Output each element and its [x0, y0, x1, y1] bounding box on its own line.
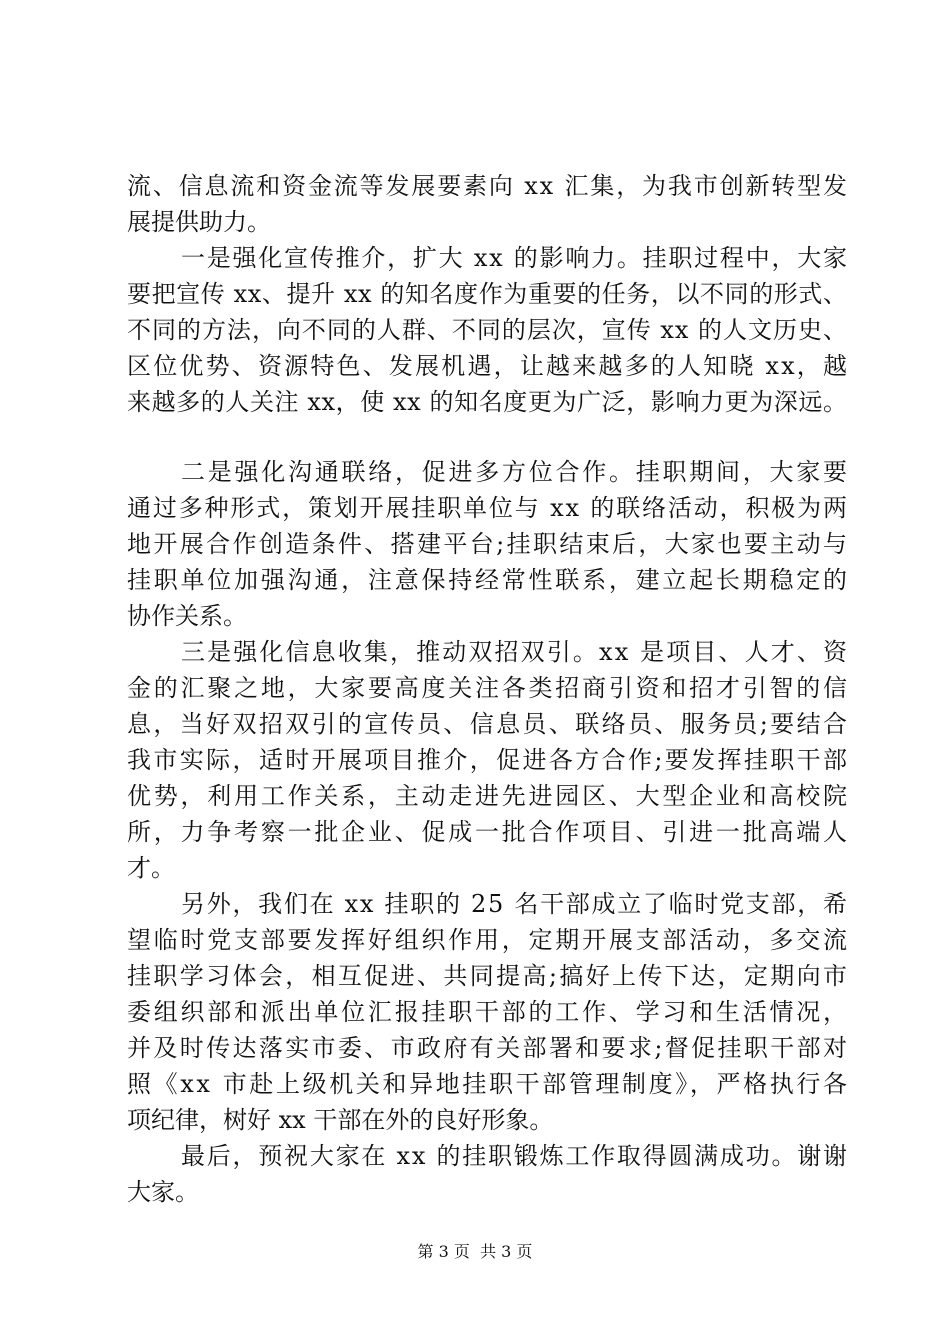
- text-line: 挂职学习体会，相互促进、共同提高;搞好上传下达，定期向市: [127, 962, 850, 990]
- text-line: 协作关系。: [127, 602, 247, 630]
- text-line: 另外，我们在 xx 挂职的 25 名干部成立了临时党支部，希: [181, 890, 849, 918]
- text-line: 金的汇聚之地，大家要高度关注各类招商引资和招才引智的信: [127, 674, 850, 702]
- text-line: 所，力争考察一批企业、促成一批合作项目、引进一批高端人: [127, 818, 850, 846]
- text-line: 优势，利用工作关系，主动走进先进园区、大型企业和高校院: [127, 782, 850, 810]
- text-line: 大家。: [127, 1178, 199, 1206]
- text-line: 要把宣传 xx、提升 xx 的知名度作为重要的任务，以不同的形式、: [127, 280, 848, 308]
- text-line: 最后，预祝大家在 xx 的挂职锻炼工作取得圆满成功。谢谢: [181, 1142, 849, 1170]
- text-line: 才。: [127, 854, 175, 882]
- text-line: 区位优势、资源特色、发展机遇，让越来越多的人知晓 xx，越: [127, 352, 850, 380]
- text-line: 不同的方法，向不同的人群、不同的层次，宣传 xx 的人文历史、: [127, 316, 848, 344]
- text-line: 照《xx 市赴上级机关和异地挂职干部管理制度》，严格执行各: [127, 1070, 850, 1098]
- text-line: 二是强化沟通联络，促进多方位合作。挂职期间，大家要: [181, 458, 850, 486]
- text-line: 息，当好双招双引的宣传员、信息员、联络员、服务员;要结合: [127, 710, 850, 738]
- text-line: 流、信息流和资金流等发展要素向 xx 汇集，为我市创新转型发: [127, 172, 849, 200]
- text-line: 通过多种形式，策划开展挂职单位与 xx 的联络活动，积极为两: [127, 494, 849, 522]
- text-line: 项纪律，树好 xx 干部在外的良好形象。: [127, 1106, 554, 1134]
- text-line: 来越多的人关注 xx，使 xx 的知名度更为广泛，影响力更为深远。: [127, 388, 848, 416]
- text-line: 三是强化信息收集，推动双招双引。xx 是项目、人才、资: [181, 638, 850, 666]
- text-line: 一是强化宣传推介，扩大 xx 的影响力。挂职过程中，大家: [181, 244, 849, 272]
- text-line: 并及时传达落实市委、市政府有关部署和要求;督促挂职干部对: [127, 1034, 850, 1062]
- text-line: 地开展合作创造条件、搭建平台;挂职结束后，大家也要主动与: [127, 530, 850, 558]
- text-line: 我市实际，适时开展项目推介，促进各方合作;要发挥挂职干部: [127, 746, 850, 774]
- text-line: 望临时党支部要发挥好组织作用，定期开展支部活动，多交流: [127, 926, 850, 954]
- page-footer: 第 3 页 共 3 页: [417, 1242, 533, 1261]
- text-line: 展提供助力。: [127, 208, 271, 236]
- text-line: 委组织部和派出单位汇报挂职干部的工作、学习和生活情况，: [127, 998, 850, 1026]
- text-line: 挂职单位加强沟通，注意保持经常性联系，建立起长期稳定的: [127, 566, 850, 594]
